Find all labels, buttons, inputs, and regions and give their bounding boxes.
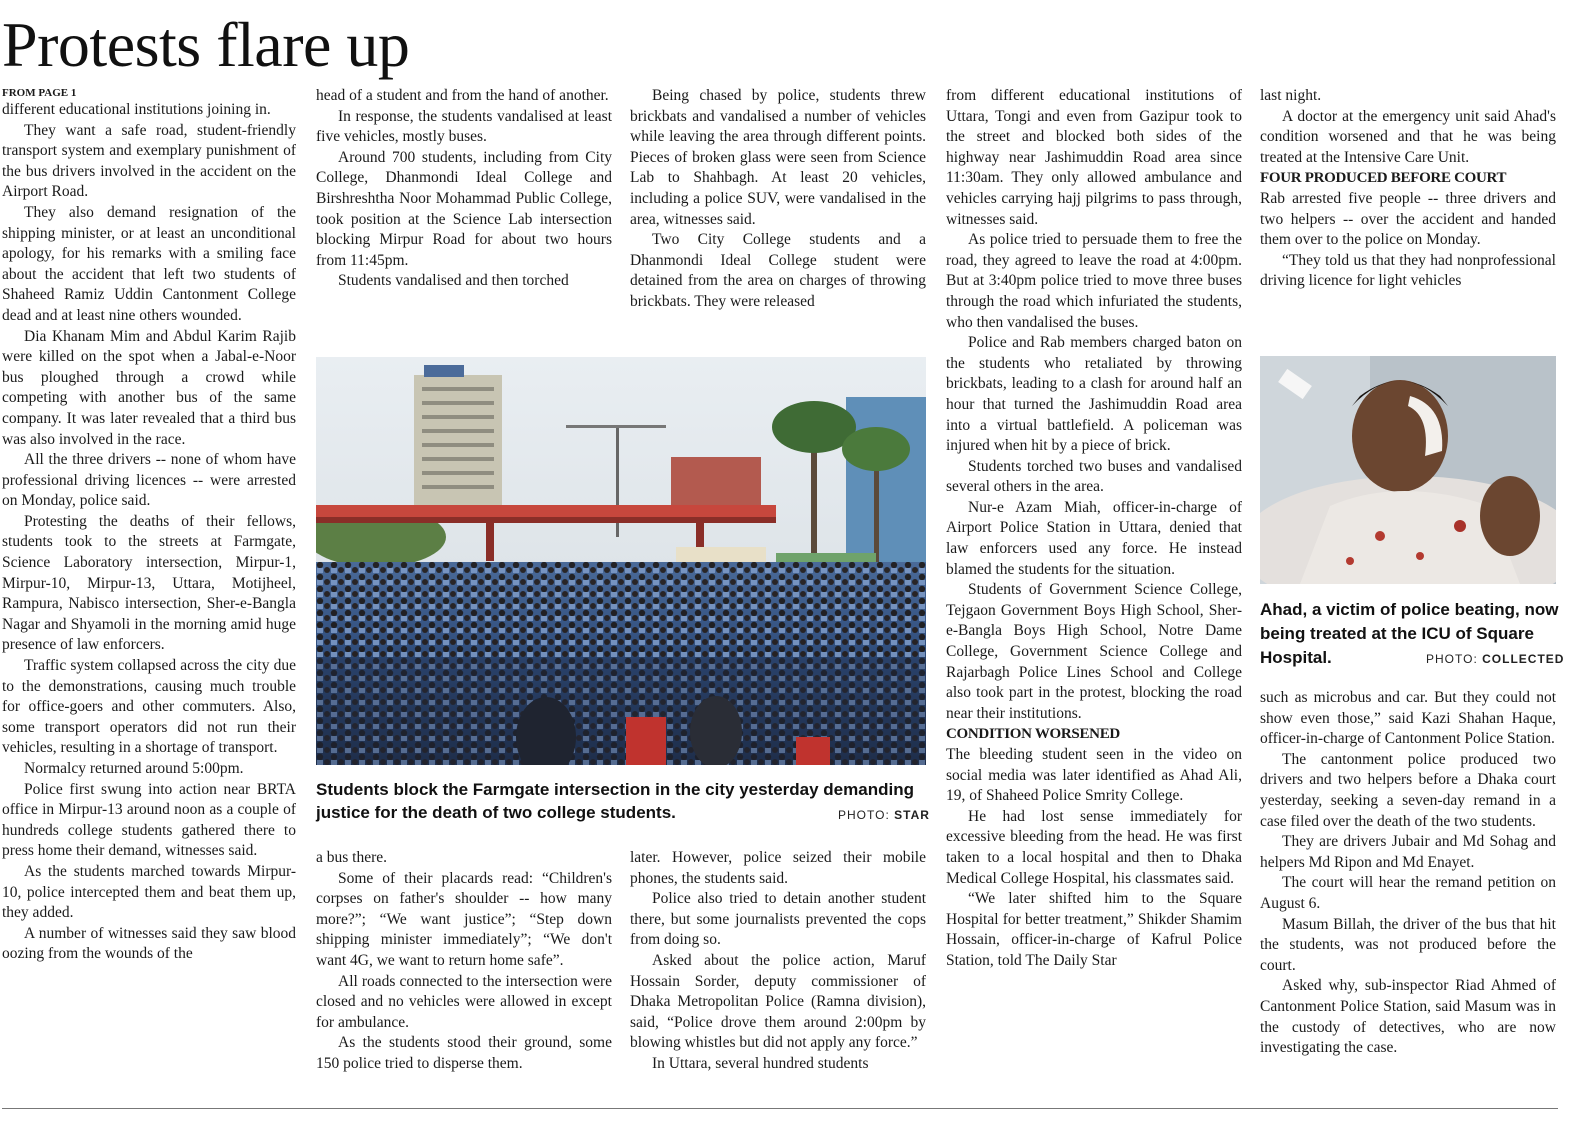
paragraph: “They told us that they had nonprofessional driving licence for light vehicles <box>1260 251 1556 290</box>
paragraph: Nur-e Azam Miah, officer-in-charge of Airport Police Station in Uttara, denied that law enforcers used any force. He instead blamed the students for the situation. <box>946 498 1242 578</box>
paragraph: He had lost sense immediately for excessive bleeding from the head. He was first taken to a local hospital and then to Dhaka Medical College Hospital, his classmates said. <box>946 807 1242 887</box>
victim-hospital-image <box>1260 356 1556 584</box>
paragraph: They also demand resignation of the shipping minister, or at least an unconditional apology, for his remarks with a smiling face about the accident that left two students of Shaheed Ramiz Uddin Cantonment College dead and at least nine others wounded. <box>2 203 296 324</box>
credit-source: STAR <box>894 808 930 822</box>
paragraph: They want a safe road, student-friendly transport system and exemplary punishment of the bus drivers involved in the accident on the Airport Road. <box>2 121 296 201</box>
paragraph: a bus there. <box>316 849 388 866</box>
paragraph: Police also tried to detain another student there, but some journalists prevented the cops from doing so. <box>630 890 926 949</box>
paragraph: Police and Rab members charged baton on the students who retaliated by throwing brickbats, leading to a clash for around half an hour that turned the Jashimuddin Road area into a virtual battlefield. A policeman was injured when hit by a piece of brick. <box>946 334 1242 455</box>
column-3-bottom <box>630 848 926 1098</box>
paragraph: Students vandalised and then torched <box>338 272 569 290</box>
paragraph: Some of their placards read: “Children's corpses on father's shoulder -- how many more?”; “We want justice”; “Step down shipping minister immediately”; “We don't want 4G, we want to return home safe”. <box>316 869 612 969</box>
column-2-top <box>316 86 612 338</box>
paragraph: Students torched two buses and vandalised several others in the area. <box>946 457 1242 496</box>
paragraph: Asked about the police action, Maruf Hossain Sorder, deputy commissioner of Dhaka Metropolitan Police (Ramna division), said, “Police drove them around 2:00pm by blowing whistles but did not apply any force.” <box>630 951 926 1052</box>
column-1 <box>2 86 296 1098</box>
side-photo <box>1260 356 1556 584</box>
column-5-bottom <box>1260 688 1556 1098</box>
column-5-top <box>1260 86 1556 344</box>
paragraph: different educational institutions joining in. <box>2 101 271 118</box>
paragraph: Rab arrested five people -- three drivers and two helpers -- over the accident and handed them over to the police on Monday. <box>1260 189 1556 249</box>
paragraph: The cantonment police produced two drivers and two helpers before a Dhaka court yesterday, seeking a seven-day remand in a case filed over the death of the two students. <box>1260 750 1556 830</box>
side-photo-caption: Ahad, a victim of police beating, now being treated at the ICU of Square Hospital. <box>1260 600 1559 667</box>
paragraph: As the students marched towards Mirpur-10, police intercepted them and beat them up, they added. <box>2 862 296 922</box>
paragraph: Being chased by police, students threw brickbats and vandalised a number of vehicles while leaving the area through different points. Pieces of broken glass were seen from Science Lab to Shahbagh. At least 20 vehicles, including a police SUV, were vandalised in the area, witnesses said. <box>630 87 926 228</box>
paragraph: All roads connected to the intersection were closed and no vehicles were allowed in except for ambulance. <box>316 972 612 1031</box>
column-2-bottom <box>316 848 612 1098</box>
credit-label: PHOTO: <box>1426 652 1478 666</box>
main-photo-caption: Students block the Farmgate intersection in the city yesterday demanding justice for the death of two college students. <box>316 780 914 822</box>
paragraph: Traffic system collapsed across the city due to the demonstrations, causing much trouble for office-goers and other commuters. Also, some transport operators did not run their vehicles, resulting in a shortage of transport. <box>2 657 296 757</box>
paragraph: Dia Khanam Mim and Abdul Karim Rajib were killed on the spot when a Jabal-e-Noor bus ploughed through a crowd while competing with another bus of the same company. It was later revealed that a third bus was also involved in the race. <box>2 327 296 448</box>
paragraph: Normalcy returned around 5:00pm. <box>24 760 244 777</box>
main-photo <box>316 357 926 765</box>
paragraph: “We later shifted him to the Square Hospital for better treatment,” Shikder Shamim Hossain, officer-in-charge of Kafrul Police Station, told The Daily Star <box>946 890 1242 969</box>
paragraph: later. However, police seized their mobile phones, the students said. <box>630 849 926 887</box>
paragraph: A doctor at the emergency unit said Ahad's condition worsened and that he was being treated at the Intensive Care Unit. <box>1260 107 1556 166</box>
paragraph: All the three drivers -- none of whom have professional driving licences -- were arrested on Monday, police said. <box>2 451 296 510</box>
bottom-rule <box>2 1108 1558 1109</box>
farmgate-crowd-image <box>316 357 926 765</box>
paragraph: last night. <box>1260 87 1322 104</box>
credit-source: COLLECTED <box>1482 652 1565 666</box>
paragraph: In response, the students vandalised at least five vehicles, mostly buses. <box>316 107 612 146</box>
jump-label: FROM PAGE 1 <box>2 87 77 99</box>
column-3-top <box>630 86 926 338</box>
paragraph: such as microbus and car. But they could not show even those,” said Kazi Shahan Haque, officer-in-charge of Cantonment Police Station. <box>1260 689 1556 748</box>
paragraph: As police tried to persuade them to free the road, they agreed to leave the road at 4:00pm. But at 3:40pm police tried to move three buses through the road which infuriated the students, who then vandalised the buses. <box>946 231 1242 331</box>
paragraph: As the students stood their ground, some 150 police tried to disperse them. <box>316 1034 612 1072</box>
paragraph: Protesting the deaths of their fellows, students took to the streets at Farmgate, Science Laboratory intersection, Mirpur-1, Mirpur-10, Mirpur-13, Uttara, Motijheel, Rampura, Nabisco intersection, Sher-e-Bangla Nagar and Shyamoli in the morning amid huge presence of law enforcers. <box>2 512 296 654</box>
paragraph: Masum Billah, the driver of the bus that hit the students, was not produced before the court. <box>1260 915 1556 974</box>
subhead-four-produced: FOUR PRODUCED BEFORE COURT <box>1260 170 1507 187</box>
column-4 <box>946 86 1242 1098</box>
paragraph: Asked why, sub-inspector Riad Ahmed of Cantonment Police Station, said Masum was in the custody of detectives, who are now investigating the case. <box>1260 977 1556 1057</box>
paragraph: Police first swung into action near BRTA office in Mirpur-13 around noon as a couple of hundreds college students gathered there to press home their demand, witnesses said. <box>2 780 296 860</box>
headline: Protests flare up <box>2 9 410 80</box>
paragraph: The bleeding student seen in the video on social media was later identified as Ahad Ali, 19, of Shaheed Police Smrity College. <box>946 746 1242 805</box>
paragraph: In Uttara, several hundred students <box>652 1054 869 1072</box>
paragraph: The court will hear the remand petition on August 6. <box>1260 874 1556 912</box>
paragraph: They are drivers Jubair and Md Sohag and helpers Md Ripon and Md Enayet. <box>1260 833 1556 871</box>
main-photo-credit <box>838 808 930 822</box>
subhead-condition-worsened: CONDITION WORSENED <box>946 726 1120 743</box>
paragraph: Two City College students and a Dhanmondi Ideal College student were detained from the area on charges of throwing brickbats. They were released <box>630 231 926 310</box>
paragraph: A number of witnesses said they saw blood oozing from the wounds of the <box>2 924 296 963</box>
paragraph: from different educational institutions of Uttara, Tongi and even from Gazipur took to the street and blocked both sides of the highway near Jashimuddin Road area since 11:30am. They only allowed ambulance and vehicles carrying hajj pilgrims to pass through, witnesses said. <box>946 87 1242 228</box>
credit-label: PHOTO: <box>838 808 890 822</box>
side-photo-credit <box>1426 652 1564 666</box>
paragraph: head of a student and from the hand of another. <box>316 87 609 104</box>
paragraph: Around 700 students, including from City College, Dhanmondi Ideal College and Birshreshtha Noor Mohammad Public College, took position at the Science Lab intersection blocking Mirpur Road for about two hours from 11:45pm. <box>316 148 612 269</box>
paragraph: Students of Government Science College, Tejgaon Government Boys High School, Sher-e-Bangla Boys High School, Notre Dame College, Government Science College and Rajarbagh Police Lines School and College also took part in the protest, blocking the road near their institutions. <box>946 581 1242 722</box>
